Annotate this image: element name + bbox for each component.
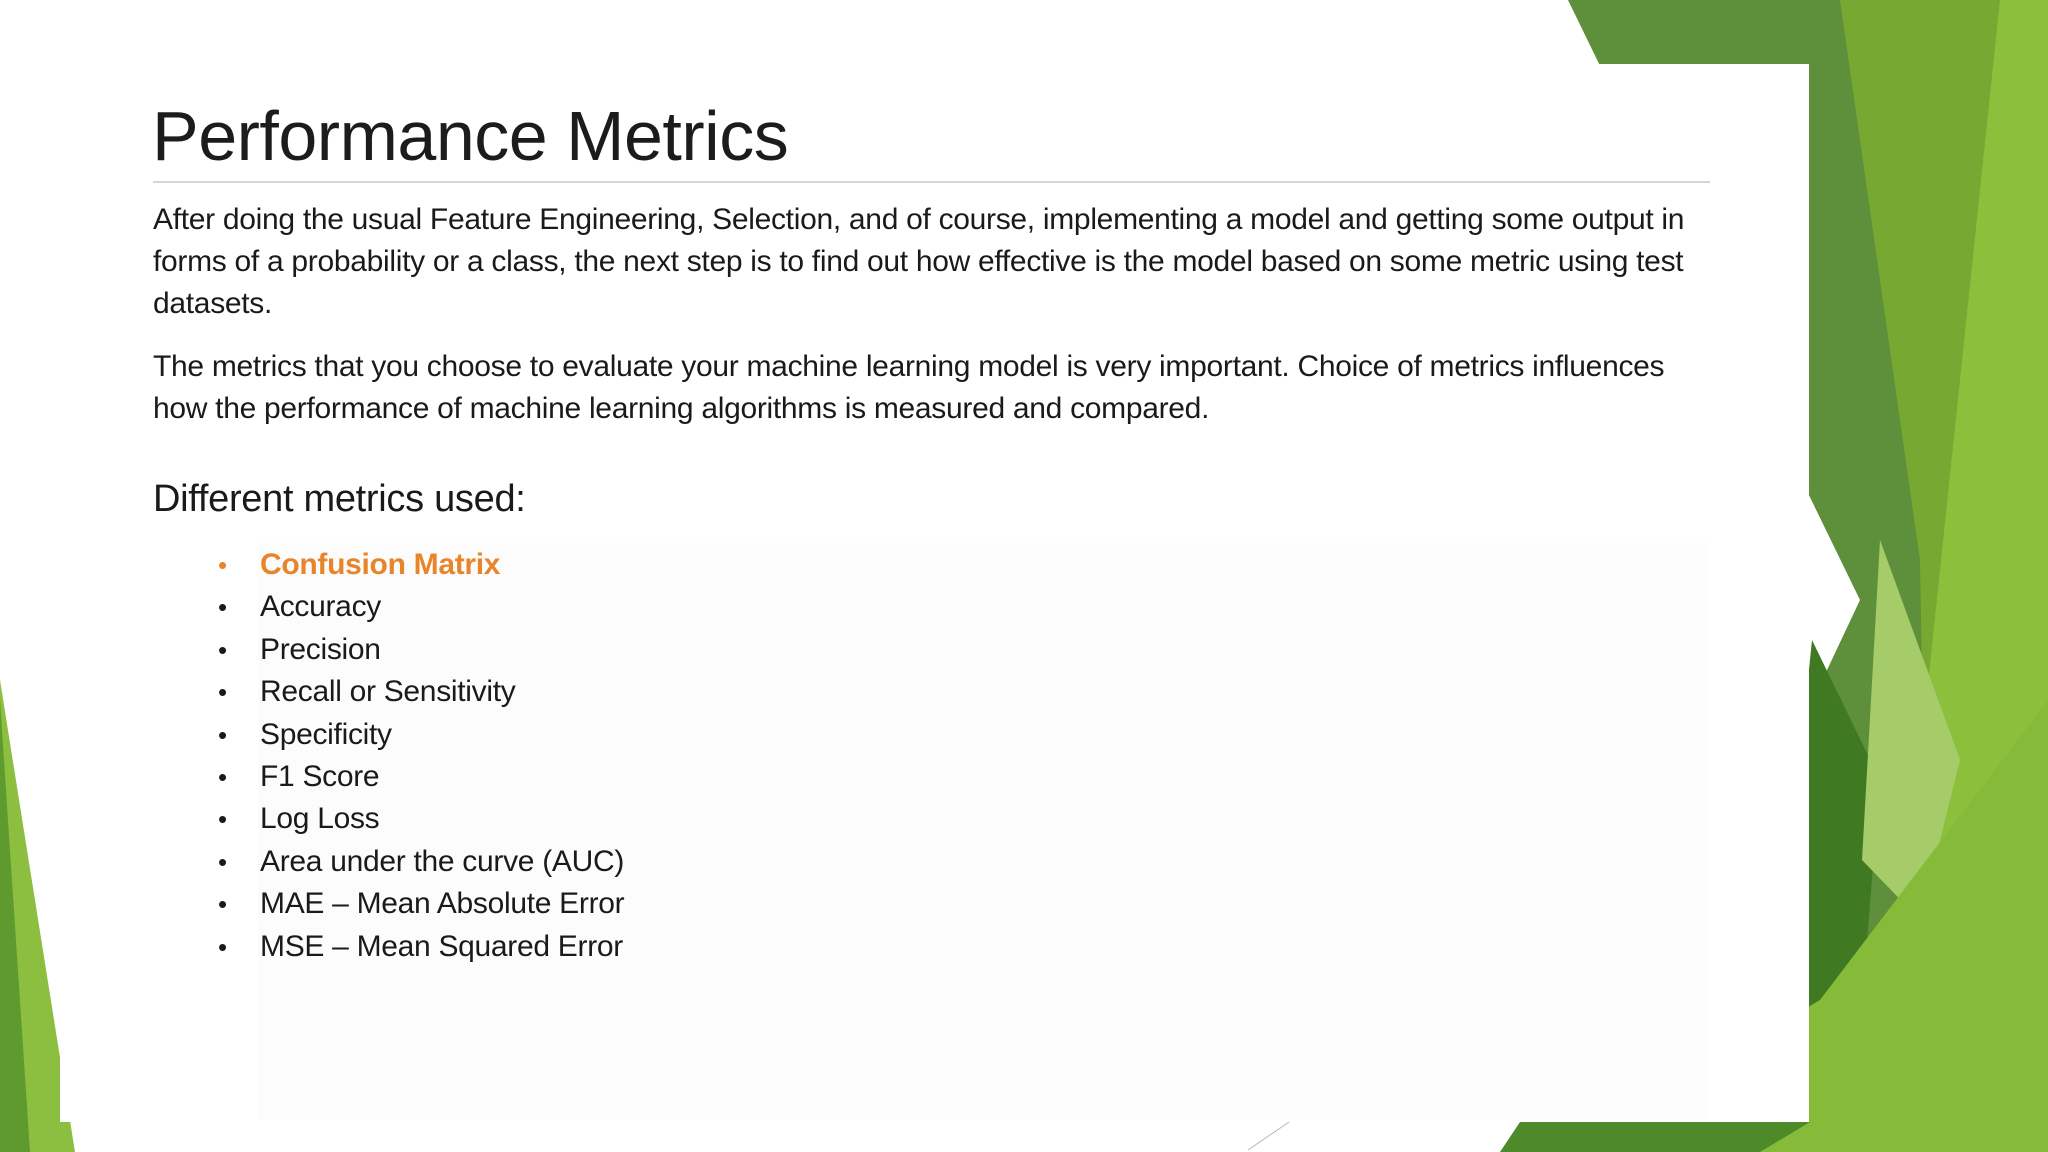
metric-item-mae — [212, 883, 624, 925]
metric-label: Area under the curve (AUC) — [260, 844, 625, 878]
metric-item-precision — [212, 629, 624, 671]
slide-title: Performance Metrics — [152, 97, 789, 175]
metric-label: MSE – Mean Squared Error — [260, 929, 623, 963]
bullet-icon: • — [218, 592, 227, 623]
bullet-icon: • — [218, 634, 227, 665]
bullet-icon: • — [218, 761, 227, 792]
bullet-icon: • — [218, 804, 227, 835]
metric-item-recall — [212, 671, 624, 713]
metric-item-auc — [212, 841, 624, 883]
metric-label: Accuracy — [260, 590, 381, 624]
facet-bottom-strip — [1500, 1122, 1810, 1152]
metric-label: Confusion Matrix — [260, 548, 501, 581]
metric-label: Specificity — [260, 717, 392, 751]
metrics-importance-paragraph: The metrics that you choose to evaluate your machine learning model is very important. Choice of metrics influences how the performance of machine learning algorithms is measured and compared. — [153, 350, 1665, 425]
intro-paragraph: After doing the usual Feature Engineering, Selection, and of course, implementing a model and getting some output in forms of a probability or a class, the next step is to find out how effective is the model based on some metric using test datasets. — [153, 203, 1685, 320]
metric-item-f1-score — [212, 756, 624, 798]
metric-label: Recall or Sensitivity — [260, 675, 516, 709]
bullet-icon: • — [218, 846, 227, 877]
facet-thin-line — [1248, 1120, 1292, 1150]
metric-label: Precision — [260, 632, 381, 666]
bullet-icon: • — [218, 719, 227, 750]
bullet-icon: • — [218, 550, 227, 580]
metrics-subheading: Different metrics used: — [153, 478, 526, 520]
metrics-list — [212, 544, 624, 968]
metric-label: MAE – Mean Absolute Error — [260, 887, 625, 921]
bullet-icon: • — [218, 889, 227, 920]
metric-item-mse — [212, 926, 624, 968]
bullet-icon: • — [218, 931, 227, 962]
metric-item-accuracy — [212, 586, 624, 628]
title-divider — [153, 181, 1710, 183]
metric-label: Log Loss — [260, 802, 380, 836]
bullet-icon: • — [218, 677, 227, 708]
metric-item-confusion-matrix — [212, 544, 624, 586]
metric-label: F1 Score — [260, 759, 380, 793]
metric-item-specificity — [212, 714, 624, 756]
metric-item-log-loss — [212, 798, 624, 840]
